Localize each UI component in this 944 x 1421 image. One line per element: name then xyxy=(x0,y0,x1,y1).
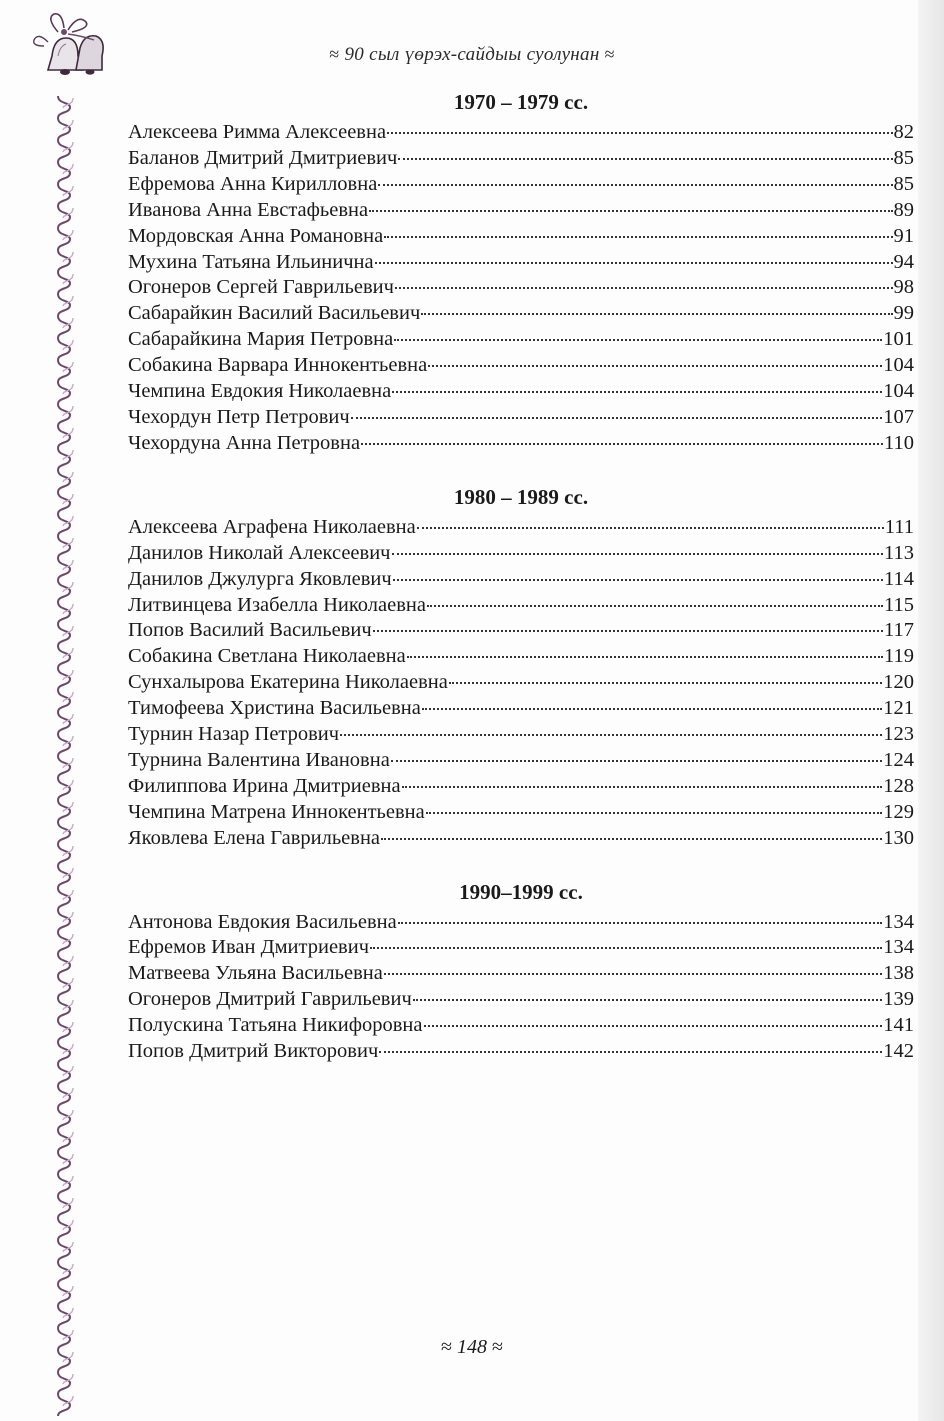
index-entry xyxy=(128,748,914,774)
index-entry xyxy=(128,618,914,644)
entry-page-number: 142 xyxy=(883,1040,914,1063)
index-entry xyxy=(128,198,914,224)
index-entry xyxy=(128,567,914,593)
entry-page-number: 104 xyxy=(883,354,914,377)
entry-page-number: 139 xyxy=(883,988,914,1011)
entry-name: Попов Дмитрий Викторович xyxy=(128,1040,379,1063)
index-entry xyxy=(128,301,914,327)
entry-page-number: 111 xyxy=(884,515,914,538)
entry-page-number: 91 xyxy=(893,224,914,247)
index-entry xyxy=(128,172,914,198)
index-entry xyxy=(128,275,914,301)
dot-leader xyxy=(394,339,882,341)
entry-name: Данилов Николай Алексеевич xyxy=(128,541,391,564)
decorative-vine-border xyxy=(44,0,94,1421)
entry-page-number: 141 xyxy=(883,1014,914,1037)
index-entry xyxy=(128,250,914,276)
entry-page-number: 115 xyxy=(884,593,914,616)
index-entry xyxy=(128,405,914,431)
entry-name: Собакина Варвара Иннокентьевна xyxy=(128,354,428,377)
entry-name: Алексеева Аграфена Николаевна xyxy=(128,515,416,538)
dot-leader xyxy=(373,630,883,632)
index-entry xyxy=(128,987,914,1013)
dot-leader xyxy=(421,313,892,315)
entry-page-number: 128 xyxy=(883,774,914,797)
swash-ornament-icon: ≈ xyxy=(329,44,340,64)
index-entry xyxy=(128,696,914,722)
entry-page-number: 138 xyxy=(883,962,914,985)
dot-leader xyxy=(392,553,884,555)
entry-name: Сабарайкин Василий Васильевич xyxy=(128,302,421,325)
index-entry xyxy=(128,120,914,146)
dot-leader xyxy=(381,838,882,840)
dot-leader xyxy=(398,922,883,924)
index-entry xyxy=(128,431,914,457)
dot-leader xyxy=(351,417,883,419)
entry-page-number: 85 xyxy=(893,146,914,169)
section-1970s xyxy=(128,88,914,457)
index-entry xyxy=(128,670,914,696)
index-entry xyxy=(128,774,914,800)
entry-page-number: 89 xyxy=(893,198,914,221)
entry-name: Полускина Татьяна Никифоровна xyxy=(128,1014,423,1037)
entry-page-number: 117 xyxy=(884,619,914,642)
dot-leader xyxy=(402,786,883,788)
entry-page-number: 85 xyxy=(893,172,914,195)
entry-name: Сабарайкина Мария Петровна xyxy=(128,328,394,351)
entry-page-number: 124 xyxy=(883,748,914,771)
index-entry xyxy=(128,224,914,250)
section-1990s xyxy=(128,878,914,1065)
dot-leader xyxy=(370,947,882,949)
dot-leader xyxy=(427,605,883,607)
dot-leader xyxy=(413,999,882,1001)
running-head-text: 90 сыл үөрэх-сайдыы суолунан xyxy=(344,44,600,65)
dot-leader xyxy=(422,708,882,710)
dot-leader xyxy=(384,236,892,238)
entry-page-number: 101 xyxy=(883,328,914,351)
entry-name: Филиппова Ирина Дмитриевна xyxy=(128,774,401,797)
entry-name: Антонова Евдокия Васильевна xyxy=(128,910,397,933)
dot-leader xyxy=(417,527,884,529)
entry-name: Огонеров Сергей Гаврильевич xyxy=(128,276,394,299)
entry-page-number: 99 xyxy=(893,302,914,325)
dot-leader xyxy=(407,656,883,658)
index-entry xyxy=(128,800,914,826)
index-entry xyxy=(128,961,914,987)
index-entry xyxy=(128,910,914,936)
entry-page-number: 94 xyxy=(893,250,914,273)
entry-page-number: 104 xyxy=(883,380,914,403)
entry-name: Мухина Татьяна Ильинична xyxy=(128,250,374,273)
entry-name: Турнина Валентина Ивановна xyxy=(128,748,390,771)
index-entry xyxy=(128,353,914,379)
entry-name: Баланов Дмитрий Дмитриевич xyxy=(128,146,398,169)
dot-leader xyxy=(426,812,883,814)
index-entry xyxy=(128,1039,914,1065)
dot-leader xyxy=(424,1025,883,1027)
entry-page-number: 113 xyxy=(884,541,914,564)
entry-name: Тимофеева Христина Васильевна xyxy=(128,697,421,720)
dot-leader xyxy=(340,734,882,736)
dot-leader xyxy=(361,443,883,445)
entry-name: Турнин Назар Петрович xyxy=(128,723,340,746)
entry-name: Алексеева Римма Алексеевна xyxy=(128,121,387,143)
entry-page-number: 82 xyxy=(893,121,914,143)
entry-name: Мордовская Анна Романовна xyxy=(128,224,384,247)
entry-page-number: 130 xyxy=(883,826,914,849)
dot-leader xyxy=(379,1051,882,1053)
running-head xyxy=(0,44,944,66)
entry-name: Чехордун Петр Петрович xyxy=(128,405,350,428)
section-title: 1980 – 1989 сс. xyxy=(453,484,589,509)
page-edge-shadow xyxy=(918,0,944,1421)
entry-name: Огонеров Дмитрий Гаврильевич xyxy=(128,988,412,1011)
index-entry xyxy=(128,515,914,541)
swash-ornament-icon: ≈ xyxy=(492,1336,503,1358)
index-entry xyxy=(128,146,914,172)
entry-name: Ефремова Анна Кирилловна xyxy=(128,172,378,195)
section-1980s xyxy=(128,483,914,852)
index-entry xyxy=(128,644,914,670)
entry-name: Чемпина Евдокия Николаевна xyxy=(128,380,392,403)
dot-leader xyxy=(391,760,882,762)
swash-ornament-icon: ≈ xyxy=(441,1336,452,1358)
entry-name: Иванова Анна Евстафьевна xyxy=(128,198,369,221)
entry-name: Данилов Джулурга Яковлевич xyxy=(128,567,392,590)
index-entry xyxy=(128,722,914,748)
dot-leader xyxy=(428,365,882,367)
index-entry xyxy=(128,541,914,567)
swash-ornament-icon: ≈ xyxy=(604,44,615,64)
entry-page-number: 123 xyxy=(883,723,914,746)
entry-page-number: 120 xyxy=(883,671,914,694)
entry-page-number: 107 xyxy=(883,405,914,428)
entry-page-number: 98 xyxy=(893,276,914,299)
entry-name: Чемпина Матрена Иннокентьевна xyxy=(128,800,425,823)
entry-name: Яковлева Елена Гаврильевна xyxy=(128,826,381,849)
entry-page-number: 110 xyxy=(884,431,914,454)
dot-leader xyxy=(384,973,882,975)
entry-name: Литвинцева Изабелла Николаевна xyxy=(128,593,426,616)
entry-name: Попов Василий Васильевич xyxy=(128,619,372,642)
entry-page-number: 119 xyxy=(884,645,914,668)
dot-leader xyxy=(375,262,893,264)
index-entry xyxy=(128,327,914,353)
dot-leader xyxy=(395,287,893,289)
entry-name: Собакина Светлана Николаевна xyxy=(128,645,406,668)
section-title: 1970 – 1979 сс. xyxy=(453,90,589,114)
entry-page-number: 129 xyxy=(883,800,914,823)
index-entry xyxy=(128,593,914,619)
index-entry xyxy=(128,826,914,852)
section-title: 1990–1999 сс. xyxy=(459,879,583,904)
entry-page-number: 134 xyxy=(883,936,914,959)
page-number-value: 148 xyxy=(457,1336,487,1358)
index-entry xyxy=(128,935,914,961)
dot-leader xyxy=(392,391,882,393)
index-entry xyxy=(128,379,914,405)
dot-leader xyxy=(378,184,892,186)
entry-name: Сунхалырова Екатерина Николаевна xyxy=(128,671,448,694)
entry-name: Чехордуна Анна Петровна xyxy=(128,431,361,454)
entry-name: Ефремов Иван Дмитриевич xyxy=(128,936,370,959)
dot-leader xyxy=(449,682,882,684)
index-content xyxy=(128,88,914,1091)
entry-page-number: 134 xyxy=(883,910,914,933)
dot-leader xyxy=(393,579,883,581)
dot-leader xyxy=(398,158,892,160)
entry-page-number: 121 xyxy=(883,697,914,720)
index-entry xyxy=(128,1013,914,1039)
dot-leader xyxy=(387,132,892,134)
entry-name: Матвеева Ульяна Васильевна xyxy=(128,962,383,985)
page-number xyxy=(0,1336,944,1359)
entry-page-number: 114 xyxy=(884,567,914,590)
dot-leader xyxy=(369,210,892,212)
